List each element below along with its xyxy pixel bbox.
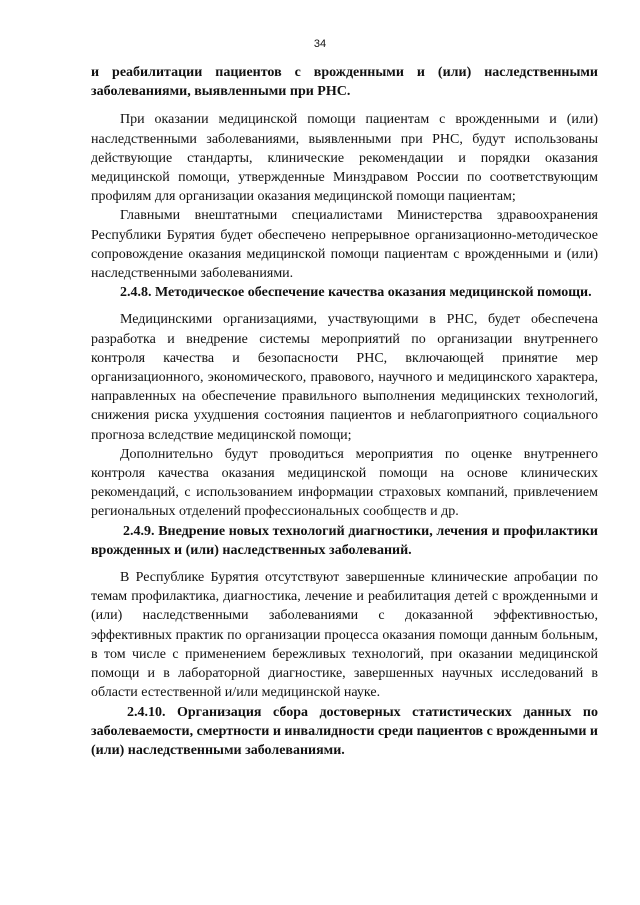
paragraph-additional-measures: Дополнительно будут проводиться мероприятия по оценке внутреннего контроля качества оказания медицинской помощи на основе клинических рекомендаций, с использованием информации страховых компаний, привлечением региональных отделений профессиональных сообществ и др. xyxy=(91,446,598,520)
section-heading-2-4-9: 2.4.9. Внедрение новых технологий диагностики, лечения и профилактики врожденных и (или) наследственных заболеваний. xyxy=(91,523,598,558)
paragraph-clinical-approbations: В Республике Бурятия отсутствуют завершенные клинические апробации по темам профилактика, диагностика, лечение и реабилитация детей с врожденными и (или) наследственными заболеваниями с доказанной эффективностью, эффективных практик по организации процесса оказания помощи данным больным, в том числе с применением бережливых технологий, при оказании медицинской помощи и в лабораторной диагностике, завершенных научных исследований в области естественной и/или медицинской науке. xyxy=(91,570,598,701)
section-heading-2-4-10: 2.4.10. Организация сбора достоверных статистических данных по заболеваемости, смертности и инвалидности среди пациентов с врожденными и (или) наследственными заболеваниями. xyxy=(91,704,598,758)
paragraph-specialists: Главными внештатными специалистами Министерства здравоохранения Республики Бурятия будет обеспечено непрерывное организационно-методическое сопровождение оказания медицинской помощи пациентам с врожденными и (или) наследственными заболеваниями. xyxy=(91,208,598,282)
section-heading-continuation: и реабилитации пациентов с врожденными и (или) наследственными заболеваниями, выявленными при РНС. xyxy=(91,65,598,100)
section-heading-2-4-8: 2.4.8. Методическое обеспечение качества оказания медицинской помощи. xyxy=(120,285,592,301)
page-number: 34 xyxy=(313,38,327,50)
document-body xyxy=(91,63,598,760)
paragraph-quality-control: Медицинскими организациями, участвующими в РНС, будет обеспечена разработка и внедрение системы мероприятий по организации внутреннего контроля качества и безопасности РНС, включающей принятие мер организационного, экономического, правового, научного и медицинского характера, направленных на обеспечение правильного выполнения медицинских технологий, снижения риска ухудшения состояния пациентов и неблагоприятного социального прогноза вследствие медицинской помощи; xyxy=(91,312,598,443)
paragraph-standards: При оказании медицинской помощи пациентам с врожденными и (или) наследственными заболеваниями, выявленными при РНС, будут использованы действующие стандарты, клинические рекомендации и порядки оказания медицинской помощи, утвержденные Минздравом России по соответствующим профилям для организации оказания медицинской помощи пациентам; xyxy=(91,112,598,205)
